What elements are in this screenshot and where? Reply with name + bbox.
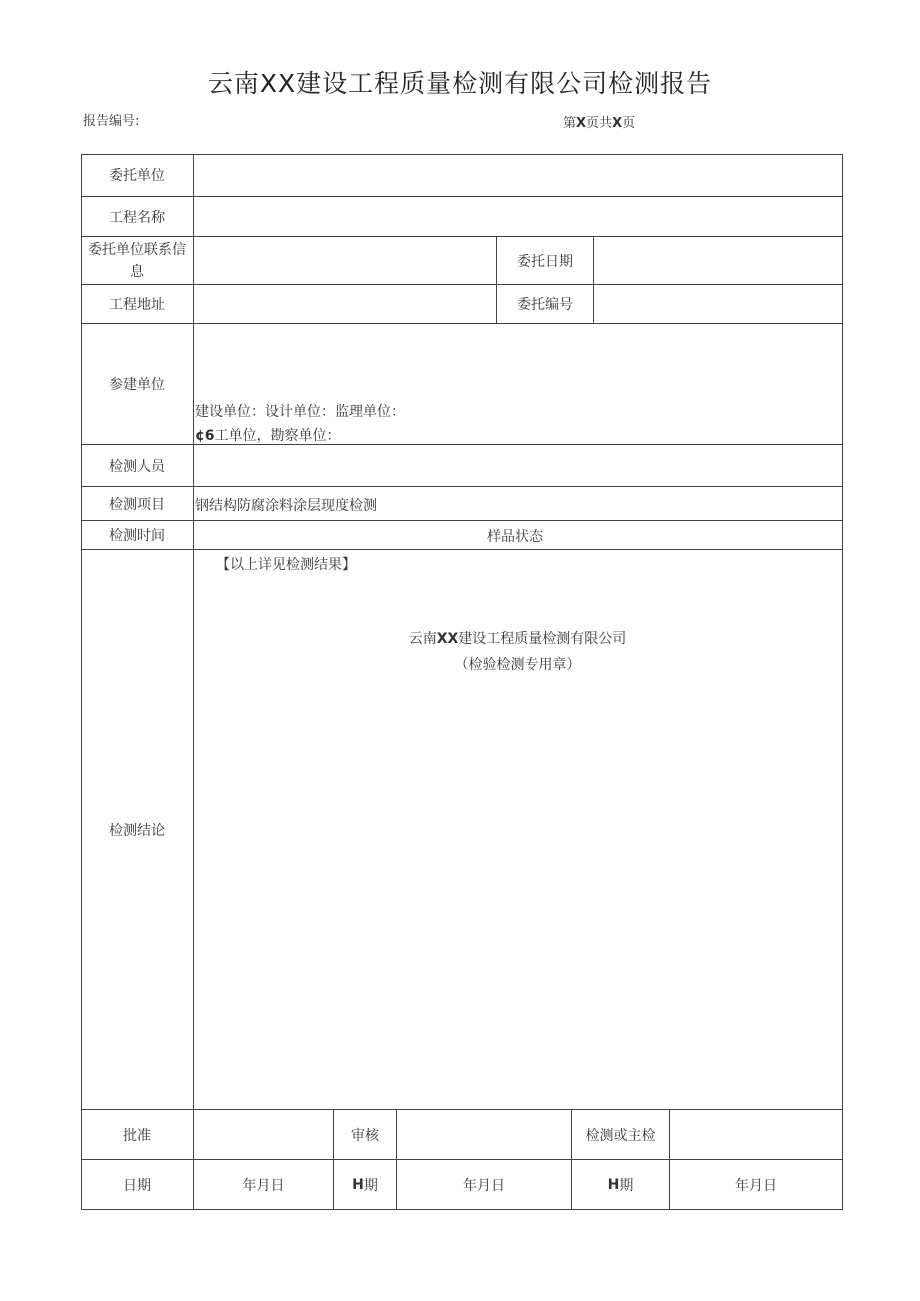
item-value: 钢结构防腐涂料涂层现度检测 [195, 498, 377, 514]
page-indicator [563, 112, 635, 131]
parties-line-2-text: 工单位，勘察单位： [214, 428, 341, 444]
time-label-cell [81, 521, 194, 550]
parties-label: 参建单位 [109, 377, 165, 393]
review-label-cell [334, 1110, 397, 1160]
entrust-no-value-cell[interactable] [594, 285, 843, 324]
item-label: 检测项目 [109, 496, 165, 513]
parties-line-2 [195, 425, 340, 445]
approve-value-cell[interactable] [194, 1110, 334, 1160]
review-date-label-rest: 期 [363, 1177, 378, 1194]
item-label-cell [81, 487, 194, 521]
entrust-no-label: 委托编号 [517, 297, 573, 313]
parties-value-cell[interactable] [194, 324, 843, 445]
company-xx: XX [436, 631, 459, 647]
address-label: 工程地址 [109, 297, 165, 313]
inspect-date-cell[interactable] [670, 1160, 843, 1210]
contact-label: 委托单位联系信息 [88, 241, 186, 280]
review-date-value: 年月日 [463, 1177, 505, 1194]
parties-line-1: 建设单位：设计单位：监理单位： [195, 404, 405, 420]
page-current: X [576, 116, 587, 131]
inspect-label: 检测或主检 [585, 1127, 656, 1144]
contact-value-cell[interactable] [194, 237, 497, 285]
parties-label-cell [81, 324, 194, 445]
client-label: 委托单位 [109, 168, 165, 184]
report-title: 云南XX建设工程质量检测有限公司检测报告 [207, 69, 713, 98]
approve-date-cell[interactable] [194, 1160, 334, 1210]
project-label: 工程名称 [109, 209, 165, 226]
entrust-no-label-cell [497, 285, 594, 324]
address-value-cell[interactable] [194, 285, 497, 324]
date-label-cell [81, 1160, 194, 1210]
project-label-cell [81, 197, 194, 237]
approve-date-value: 年月日 [242, 1177, 285, 1194]
conclusion-value-cell[interactable] [194, 550, 843, 1110]
time-label: 检测时间 [109, 528, 165, 544]
conclusion-note: 【以上详见检测结果】 [216, 557, 356, 573]
sample-status-label: 样品状态 [487, 529, 543, 545]
client-value-cell[interactable] [194, 154, 843, 197]
parties-line-2-mark: ¢6 [195, 428, 215, 444]
contact-label-cell [81, 237, 194, 285]
approve-label: 批准 [123, 1127, 151, 1144]
inspect-date-label-h: H [607, 1176, 620, 1193]
review-date-cell[interactable] [397, 1160, 572, 1210]
address-label-cell [81, 285, 194, 324]
project-value-cell[interactable] [194, 197, 843, 237]
page-mid: 页共 [586, 116, 613, 131]
page-prefix: 第 [563, 116, 577, 131]
report-form-table [81, 154, 843, 1210]
entrust-date-value-cell[interactable] [594, 237, 843, 285]
company-prefix: 云南 [408, 631, 437, 647]
inspector-value-cell[interactable] [194, 445, 843, 487]
review-label: 审核 [351, 1127, 379, 1144]
entrust-date-label-cell [497, 237, 594, 285]
review-value-cell[interactable] [397, 1110, 572, 1160]
seal-text: （检验检测专用章） [454, 657, 581, 673]
client-label-cell [81, 154, 194, 197]
inspect-date-label-rest: 期 [619, 1177, 634, 1194]
report-number-label: 报告编号: [83, 114, 140, 129]
entrust-date-label: 委托日期 [517, 253, 573, 270]
footer-date-label: 日期 [123, 1177, 151, 1194]
inspector-label-cell [81, 445, 194, 487]
company-suffix: 建设工程质量检测有限公司 [458, 631, 627, 647]
review-date-label-h: H [352, 1176, 364, 1193]
approve-label-cell [81, 1110, 194, 1160]
item-value-cell[interactable] [194, 487, 843, 521]
conclusion-label-cell [81, 550, 194, 1110]
page-suffix: 页 [622, 116, 636, 131]
time-value-cell[interactable] [194, 521, 843, 550]
review-date-label-cell [334, 1160, 397, 1210]
page-total: X [612, 116, 623, 131]
conclusion-label: 检测结论 [109, 822, 165, 839]
inspect-value-cell[interactable] [670, 1110, 843, 1160]
company-name [194, 628, 841, 648]
inspect-label-cell [572, 1110, 670, 1160]
inspect-date-value: 年月日 [735, 1177, 777, 1194]
inspect-date-label-cell [572, 1160, 670, 1210]
inspector-label: 检测人员 [109, 458, 165, 475]
